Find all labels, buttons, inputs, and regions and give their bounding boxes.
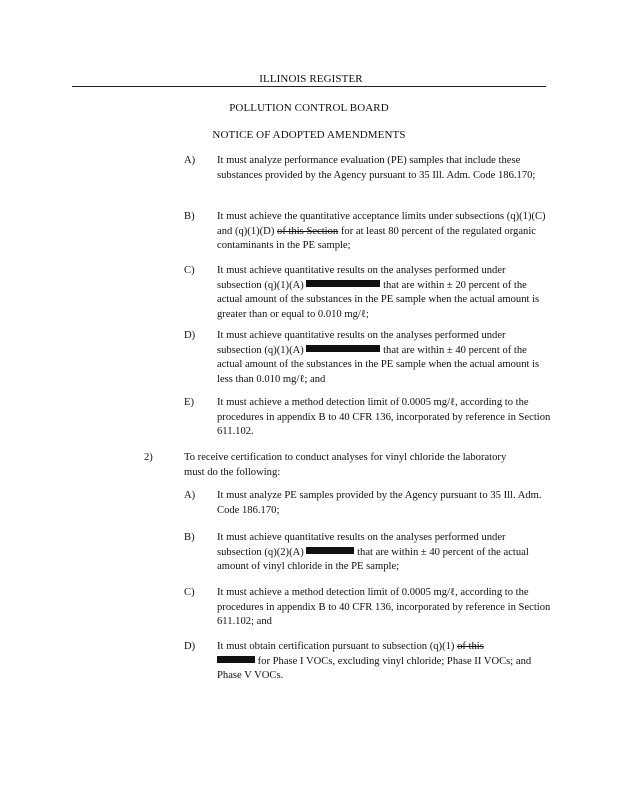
item-1a-text: It must analyze performance evaluation (PE) samples that include these substances provided by the Agency pursuant to 35 Ill. Adm. Code 186.170; [217, 155, 536, 181]
item-1d-text [217, 329, 551, 387]
item-2b-label: B) [184, 532, 195, 543]
redaction-mark [306, 345, 380, 352]
item-1a-label: A) [184, 155, 196, 166]
notice-title: NOTICE OF ADOPTED AMENDMENTS [212, 129, 406, 141]
register-title: ILLINOIS REGISTER [259, 73, 363, 85]
redaction-mark [217, 656, 255, 663]
item-2c-label: C) [184, 587, 195, 598]
item-1d-post: that are within ± 40 percent of the actual amount of the substances in the PE sample when the actual amount is less than 0.010 mg/ℓ; and [217, 344, 540, 385]
item-1d-label: D) [184, 330, 196, 341]
item-2a-label: A) [184, 490, 196, 501]
item-1e-text: It must achieve a method detection limit of 0.0005 mg/ℓ, according to the procedures in appendix B to 40 CFR 136, incorporated by reference in Section 611.102. [217, 397, 551, 437]
item-2d-strike: of this [457, 641, 484, 652]
item-1b-pre: It must achieve the quantitative acceptance limits under subsections (q)(1)(C) and (q)(1)(D) [217, 211, 546, 237]
section-2-label: 2) [144, 452, 153, 463]
item-2d-pre: It must obtain certification pursuant to subsection (q)(1) [217, 641, 458, 652]
item-1c-post: that are within ± 20 percent of the actual amount of the substances in the PE sample when the actual amount is greater than or equal to 0.010 mg/ℓ; [217, 279, 540, 320]
item-2d-post: for Phase I VOCs, excluding vinyl chloride; Phase II VOCs; and Phase V VOCs. [217, 655, 532, 681]
item-1e-label: E) [184, 397, 194, 408]
item-1b-post: for at least 80 percent of the regulated organic contaminants in the PE sample; [217, 225, 536, 251]
item-1c-pre: It must achieve quantitative results on the analyses performed under subsection (q)(1)(A) [217, 265, 506, 291]
item-2b-pre: It must achieve quantitative results on the analyses performed under subsection (q)(2)(A) [217, 532, 506, 558]
section-2-intro: To receive certification to conduct analyses for vinyl chloride the laboratory must do the following: [184, 452, 507, 478]
item-1b-text [217, 210, 551, 254]
item-2b-post: that are within ± 40 percent of the actual amount of vinyl chloride in the PE sample; [217, 546, 529, 572]
item-1c-label: C) [184, 265, 195, 276]
item-1c-text [217, 264, 551, 322]
item-1b-strike: of this Section [277, 225, 339, 237]
item-2d-label: D) [184, 641, 196, 652]
item-2a-text: It must analyze PE samples provided by the Agency pursuant to 35 Ill. Adm. Code 186.170; [217, 490, 542, 516]
board-title: POLLUTION CONTROL BOARD [229, 102, 389, 114]
item-2b-text [217, 531, 551, 575]
item-1d-pre: It must achieve quantitative results on the analyses performed under subsection (q)(1)(A) [217, 330, 506, 356]
redaction-mark [306, 280, 380, 287]
item-1b-label: B) [184, 211, 195, 222]
redaction-mark [306, 547, 354, 554]
item-2d-text [217, 640, 551, 684]
item-2c-text: It must achieve a method detection limit of 0.0005 mg/ℓ, according to the procedures in appendix B to 40 CFR 136, incorporated by reference in Section 611.102; and [217, 587, 551, 627]
